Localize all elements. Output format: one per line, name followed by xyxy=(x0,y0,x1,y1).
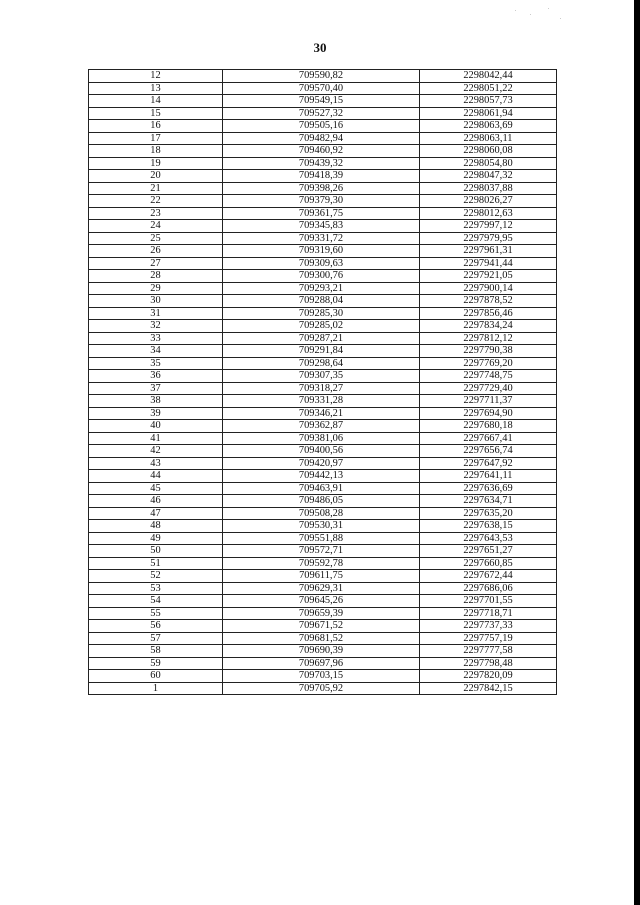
x-coordinate-cell: 709659,39 xyxy=(223,607,420,620)
x-coordinate-cell: 709300,76 xyxy=(223,270,420,283)
x-coordinate-cell: 709379,30 xyxy=(223,195,420,208)
y-coordinate-cell: 2297647,92 xyxy=(420,457,557,470)
table-row xyxy=(89,395,557,408)
point-number-cell: 17 xyxy=(89,132,223,145)
table-row xyxy=(89,495,557,508)
y-coordinate-cell: 2297660,85 xyxy=(420,557,557,570)
x-coordinate-cell: 709288,04 xyxy=(223,295,420,308)
table-row xyxy=(89,245,557,258)
table-row xyxy=(89,120,557,133)
y-coordinate-cell: 2298061,94 xyxy=(420,107,557,120)
y-coordinate-cell: 2297656,74 xyxy=(420,445,557,458)
table-row xyxy=(89,582,557,595)
table-row xyxy=(89,307,557,320)
table-row xyxy=(89,220,557,233)
table-row xyxy=(89,432,557,445)
point-number-cell: 36 xyxy=(89,370,223,383)
point-number-cell: 14 xyxy=(89,95,223,108)
x-coordinate-cell: 709298,64 xyxy=(223,357,420,370)
point-number-cell: 50 xyxy=(89,545,223,558)
point-number-cell: 42 xyxy=(89,445,223,458)
table-row xyxy=(89,170,557,183)
table-row xyxy=(89,620,557,633)
y-coordinate-cell: 2297729,40 xyxy=(420,382,557,395)
x-coordinate-cell: 709398,26 xyxy=(223,182,420,195)
point-number-cell: 13 xyxy=(89,82,223,95)
x-coordinate-cell: 709287,21 xyxy=(223,332,420,345)
point-number-cell: 39 xyxy=(89,407,223,420)
point-number-cell: 51 xyxy=(89,557,223,570)
table-row xyxy=(89,107,557,120)
y-coordinate-cell: 2297701,55 xyxy=(420,595,557,608)
y-coordinate-cell: 2297878,52 xyxy=(420,295,557,308)
point-number-cell: 52 xyxy=(89,570,223,583)
point-number-cell: 34 xyxy=(89,345,223,358)
table-row xyxy=(89,407,557,420)
point-number-cell: 15 xyxy=(89,107,223,120)
point-number-cell: 45 xyxy=(89,482,223,495)
point-number-cell: 22 xyxy=(89,195,223,208)
point-number-cell: 54 xyxy=(89,595,223,608)
x-coordinate-cell: 709439,32 xyxy=(223,157,420,170)
table-row xyxy=(89,420,557,433)
y-coordinate-cell: 2298063,69 xyxy=(420,120,557,133)
point-number-cell: 56 xyxy=(89,620,223,633)
y-coordinate-cell: 2297921,05 xyxy=(420,270,557,283)
y-coordinate-cell: 2298054,80 xyxy=(420,157,557,170)
x-coordinate-cell: 709508,28 xyxy=(223,507,420,520)
table-row xyxy=(89,282,557,295)
point-number-cell: 44 xyxy=(89,470,223,483)
x-coordinate-cell: 709505,16 xyxy=(223,120,420,133)
x-coordinate-cell: 709400,56 xyxy=(223,445,420,458)
y-coordinate-cell: 2297718,71 xyxy=(420,607,557,620)
table-row xyxy=(89,507,557,520)
y-coordinate-cell: 2297680,18 xyxy=(420,420,557,433)
point-number-cell: 32 xyxy=(89,320,223,333)
point-number-cell: 49 xyxy=(89,532,223,545)
point-number-cell: 28 xyxy=(89,270,223,283)
table-row xyxy=(89,545,557,558)
point-number-cell: 30 xyxy=(89,295,223,308)
table-row xyxy=(89,320,557,333)
y-coordinate-cell: 2297997,12 xyxy=(420,220,557,233)
point-number-cell: 19 xyxy=(89,157,223,170)
point-number-cell: 16 xyxy=(89,120,223,133)
x-coordinate-cell: 709645,26 xyxy=(223,595,420,608)
x-coordinate-cell: 709285,30 xyxy=(223,307,420,320)
point-number-cell: 57 xyxy=(89,632,223,645)
point-number-cell: 12 xyxy=(89,70,223,83)
y-coordinate-cell: 2297979,95 xyxy=(420,232,557,245)
y-coordinate-cell: 2297856,46 xyxy=(420,307,557,320)
point-number-cell: 47 xyxy=(89,507,223,520)
point-number-cell: 40 xyxy=(89,420,223,433)
y-coordinate-cell: 2297790,38 xyxy=(420,345,557,358)
point-number-cell: 29 xyxy=(89,282,223,295)
point-number-cell: 53 xyxy=(89,582,223,595)
table-row xyxy=(89,607,557,620)
scan-speck xyxy=(530,14,531,15)
x-coordinate-cell: 709420,97 xyxy=(223,457,420,470)
table-row xyxy=(89,532,557,545)
point-number-cell: 31 xyxy=(89,307,223,320)
point-number-cell: 46 xyxy=(89,495,223,508)
x-coordinate-cell: 709309,63 xyxy=(223,257,420,270)
x-coordinate-cell: 709285,02 xyxy=(223,320,420,333)
point-number-cell: 23 xyxy=(89,207,223,220)
x-coordinate-cell: 709570,40 xyxy=(223,82,420,95)
table-row xyxy=(89,382,557,395)
y-coordinate-cell: 2298037,88 xyxy=(420,182,557,195)
x-coordinate-cell: 709629,31 xyxy=(223,582,420,595)
point-number-cell: 60 xyxy=(89,670,223,683)
y-coordinate-cell: 2297667,41 xyxy=(420,432,557,445)
x-coordinate-cell: 709705,92 xyxy=(223,682,420,695)
x-coordinate-cell: 709318,27 xyxy=(223,382,420,395)
coordinates-table xyxy=(88,69,557,695)
table-row xyxy=(89,570,557,583)
x-coordinate-cell: 709319,60 xyxy=(223,245,420,258)
page-number: 30 xyxy=(313,40,327,55)
point-number-cell: 41 xyxy=(89,432,223,445)
point-number-cell: 20 xyxy=(89,170,223,183)
x-coordinate-cell: 709460,92 xyxy=(223,145,420,158)
point-number-cell: 33 xyxy=(89,332,223,345)
point-number-cell: 26 xyxy=(89,245,223,258)
table-row xyxy=(89,595,557,608)
y-coordinate-cell: 2297777,58 xyxy=(420,645,557,658)
x-coordinate-cell: 709346,21 xyxy=(223,407,420,420)
table-row xyxy=(89,195,557,208)
scan-speck xyxy=(548,8,549,9)
y-coordinate-cell: 2297769,20 xyxy=(420,357,557,370)
point-number-cell: 18 xyxy=(89,145,223,158)
table-row xyxy=(89,482,557,495)
y-coordinate-cell: 2297711,37 xyxy=(420,395,557,408)
y-coordinate-cell: 2297638,15 xyxy=(420,520,557,533)
table-row xyxy=(89,332,557,345)
x-coordinate-cell: 709486,05 xyxy=(223,495,420,508)
x-coordinate-cell: 709671,52 xyxy=(223,620,420,633)
table-row xyxy=(89,370,557,383)
point-number-cell: 35 xyxy=(89,357,223,370)
point-number-cell: 24 xyxy=(89,220,223,233)
y-coordinate-cell: 2297748,75 xyxy=(420,370,557,383)
y-coordinate-cell: 2297686,06 xyxy=(420,582,557,595)
x-coordinate-cell: 709381,06 xyxy=(223,432,420,445)
y-coordinate-cell: 2297694,90 xyxy=(420,407,557,420)
y-coordinate-cell: 2297820,09 xyxy=(420,670,557,683)
table-row xyxy=(89,232,557,245)
point-number-cell: 38 xyxy=(89,395,223,408)
table-row xyxy=(89,82,557,95)
x-coordinate-cell: 709361,75 xyxy=(223,207,420,220)
y-coordinate-cell: 2297900,14 xyxy=(420,282,557,295)
table-row xyxy=(89,657,557,670)
point-number-cell: 43 xyxy=(89,457,223,470)
y-coordinate-cell: 2297636,69 xyxy=(420,482,557,495)
x-coordinate-cell: 709331,72 xyxy=(223,232,420,245)
table-row xyxy=(89,132,557,145)
point-number-cell: 59 xyxy=(89,657,223,670)
point-number-cell: 55 xyxy=(89,607,223,620)
y-coordinate-cell: 2297842,15 xyxy=(420,682,557,695)
y-coordinate-cell: 2298063,11 xyxy=(420,132,557,145)
x-coordinate-cell: 709293,21 xyxy=(223,282,420,295)
x-coordinate-cell: 709697,96 xyxy=(223,657,420,670)
x-coordinate-cell: 709572,71 xyxy=(223,545,420,558)
table-row xyxy=(89,270,557,283)
table-row xyxy=(89,207,557,220)
table-row xyxy=(89,95,557,108)
point-number-cell: 21 xyxy=(89,182,223,195)
x-coordinate-cell: 709307,35 xyxy=(223,370,420,383)
scan-speck xyxy=(515,10,516,11)
table-row xyxy=(89,157,557,170)
table-row xyxy=(89,295,557,308)
x-coordinate-cell: 709590,82 xyxy=(223,70,420,83)
x-coordinate-cell: 709482,94 xyxy=(223,132,420,145)
table-row xyxy=(89,470,557,483)
x-coordinate-cell: 709690,39 xyxy=(223,645,420,658)
point-number-cell: 37 xyxy=(89,382,223,395)
table-row xyxy=(89,145,557,158)
table-row xyxy=(89,682,557,695)
table-row xyxy=(89,357,557,370)
y-coordinate-cell: 2298042,44 xyxy=(420,70,557,83)
coordinates-table-body xyxy=(89,70,557,695)
x-coordinate-cell: 709551,88 xyxy=(223,532,420,545)
scan-edge-border xyxy=(634,0,640,905)
y-coordinate-cell: 2297737,33 xyxy=(420,620,557,633)
x-coordinate-cell: 709418,39 xyxy=(223,170,420,183)
y-coordinate-cell: 2297672,44 xyxy=(420,570,557,583)
y-coordinate-cell: 2297641,11 xyxy=(420,470,557,483)
y-coordinate-cell: 2298047,32 xyxy=(420,170,557,183)
x-coordinate-cell: 709527,32 xyxy=(223,107,420,120)
x-coordinate-cell: 709345,83 xyxy=(223,220,420,233)
y-coordinate-cell: 2297651,27 xyxy=(420,545,557,558)
table-row xyxy=(89,182,557,195)
table-row xyxy=(89,520,557,533)
x-coordinate-cell: 709549,15 xyxy=(223,95,420,108)
point-number-cell: 27 xyxy=(89,257,223,270)
y-coordinate-cell: 2297757,19 xyxy=(420,632,557,645)
x-coordinate-cell: 709703,15 xyxy=(223,670,420,683)
y-coordinate-cell: 2298026,27 xyxy=(420,195,557,208)
x-coordinate-cell: 709463,91 xyxy=(223,482,420,495)
y-coordinate-cell: 2298051,22 xyxy=(420,82,557,95)
y-coordinate-cell: 2297812,12 xyxy=(420,332,557,345)
table-row xyxy=(89,645,557,658)
x-coordinate-cell: 709681,52 xyxy=(223,632,420,645)
y-coordinate-cell: 2297941,44 xyxy=(420,257,557,270)
table-row xyxy=(89,70,557,83)
point-number-cell: 58 xyxy=(89,645,223,658)
x-coordinate-cell: 709362,87 xyxy=(223,420,420,433)
x-coordinate-cell: 709331,28 xyxy=(223,395,420,408)
table-row xyxy=(89,257,557,270)
table-row xyxy=(89,457,557,470)
point-number-cell: 1 xyxy=(89,682,223,695)
x-coordinate-cell: 709592,78 xyxy=(223,557,420,570)
table-row xyxy=(89,632,557,645)
y-coordinate-cell: 2297798,48 xyxy=(420,657,557,670)
x-coordinate-cell: 709291,84 xyxy=(223,345,420,358)
y-coordinate-cell: 2298012,63 xyxy=(420,207,557,220)
y-coordinate-cell: 2297635,20 xyxy=(420,507,557,520)
table-row xyxy=(89,670,557,683)
table-row xyxy=(89,557,557,570)
point-number-cell: 25 xyxy=(89,232,223,245)
y-coordinate-cell: 2297634,71 xyxy=(420,495,557,508)
table-row xyxy=(89,345,557,358)
point-number-cell: 48 xyxy=(89,520,223,533)
scan-speck xyxy=(560,18,561,19)
y-coordinate-cell: 2297961,31 xyxy=(420,245,557,258)
y-coordinate-cell: 2298057,73 xyxy=(420,95,557,108)
y-coordinate-cell: 2298060,08 xyxy=(420,145,557,158)
table-row xyxy=(89,445,557,458)
y-coordinate-cell: 2297643,53 xyxy=(420,532,557,545)
x-coordinate-cell: 709611,75 xyxy=(223,570,420,583)
x-coordinate-cell: 709530,31 xyxy=(223,520,420,533)
y-coordinate-cell: 2297834,24 xyxy=(420,320,557,333)
x-coordinate-cell: 709442,13 xyxy=(223,470,420,483)
